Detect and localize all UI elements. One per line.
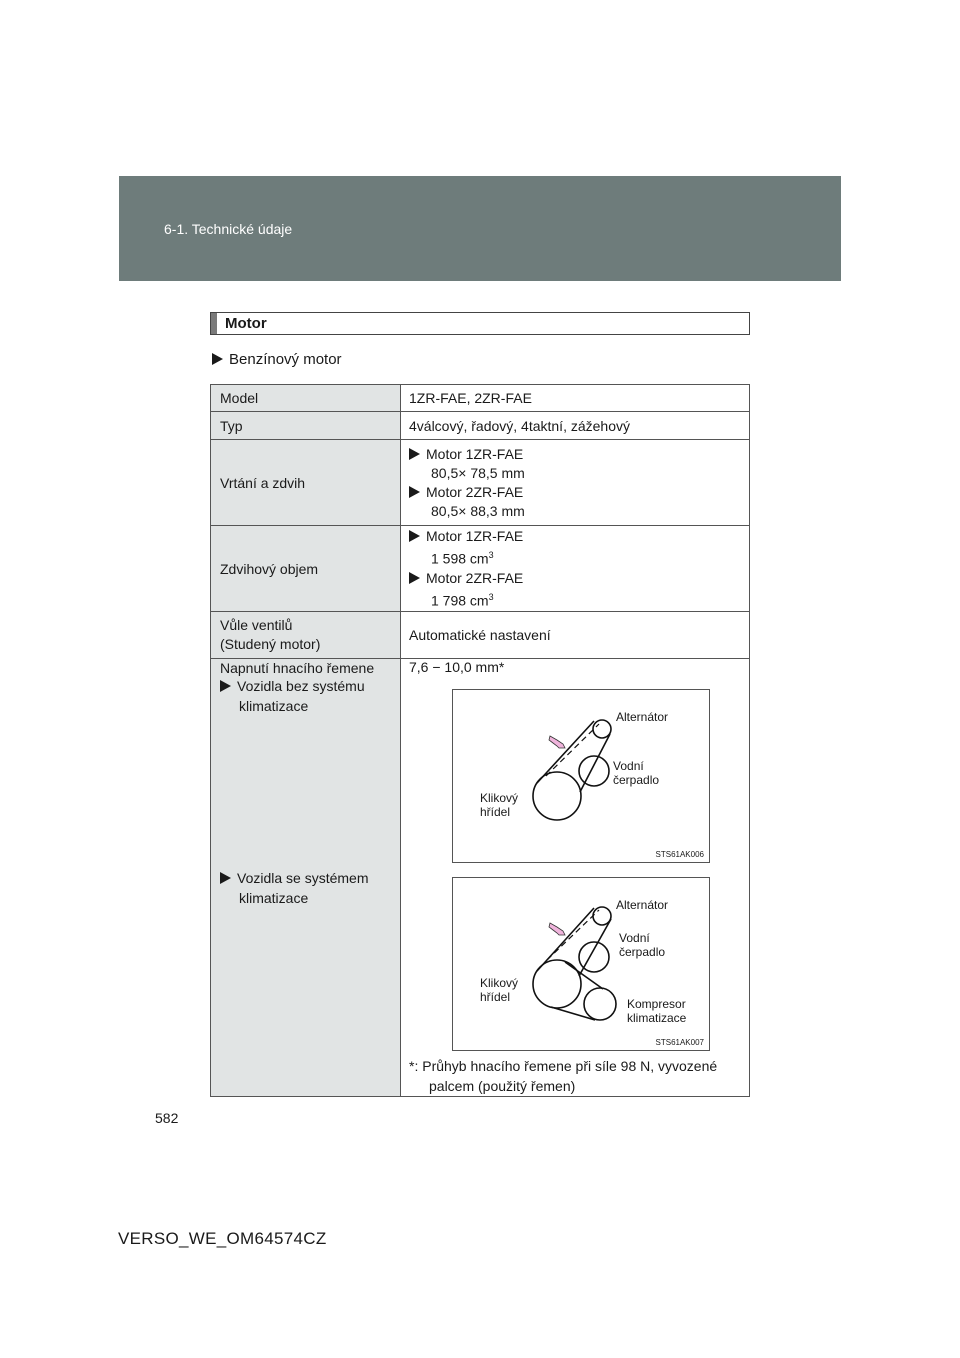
valve-clearance-value: Automatické nastavení — [401, 612, 750, 659]
alternator-pulley — [593, 720, 611, 738]
section-heading — [210, 312, 750, 335]
unit-exponent: 3 — [488, 549, 494, 560]
crankshaft-label-line: Klikový — [480, 791, 519, 805]
triangle-bullet-icon — [212, 353, 223, 365]
belt-tension-value-cell — [401, 659, 750, 1097]
belt-tension-label: Napnutí hnacího řemene — [220, 660, 375, 676]
belt-drawing — [453, 690, 709, 862]
subheading — [212, 351, 342, 368]
belt-diagram-no-ac — [452, 689, 710, 863]
triangle-bullet-icon — [409, 572, 420, 584]
compressor-pulley — [584, 988, 616, 1020]
alternator-label: Alternátor — [616, 710, 669, 724]
table-row — [211, 526, 750, 612]
belt-tension-label-cell — [211, 659, 401, 1097]
table-row — [211, 440, 750, 526]
pink-arrow-icon — [549, 736, 565, 748]
displacement-2zr — [409, 588, 749, 611]
table-row — [211, 659, 750, 1097]
unit-exponent: 3 — [488, 591, 494, 602]
crankshaft-label-line: hřídel — [480, 990, 511, 1004]
alternator-label: Alternátor — [616, 898, 669, 912]
bore-stroke-value — [401, 440, 750, 526]
pump-label — [619, 931, 665, 959]
displacement-number: 1 798 cm — [431, 592, 489, 609]
type-label: Typ — [211, 412, 401, 440]
footnote — [409, 1056, 749, 1096]
pump-label-line: čerpadlo — [613, 773, 660, 787]
crankshaft-label-line: Klikový — [480, 976, 519, 990]
displacement-1zr — [409, 546, 749, 569]
belt-bottom — [551, 1007, 595, 1020]
section-title: Motor — [225, 315, 267, 332]
pump-label-line: Vodní — [613, 759, 644, 773]
pump-label — [613, 759, 659, 787]
belt-tension-value: 7,6 − 10,0 mm* — [409, 659, 505, 675]
deflection-line — [546, 724, 599, 776]
model-value: 1ZR-FAE, 2ZR-FAE — [401, 385, 750, 412]
valve-clearance-label-line: Vůle ventilů — [220, 617, 293, 633]
page-number: 582 — [155, 1110, 179, 1126]
crankshaft-label-line: hřídel — [480, 805, 511, 819]
list-item — [220, 869, 400, 887]
figure-code: STS61AK007 — [655, 1038, 704, 1047]
breadcrumb: 6-1. Technické údaje — [164, 221, 293, 237]
compressor-label-line: Kompresor — [627, 997, 686, 1011]
table-row — [211, 612, 750, 659]
case-label: Vozidla se systémem — [237, 870, 369, 886]
displacement-label: Zdvihový objem — [211, 526, 401, 612]
displacement-number: 1 598 cm — [431, 550, 489, 567]
subheading-text: Benzínový motor — [229, 351, 342, 368]
footnote-line: *: Průhyb hnacího řemene při síle 98 N, vyvozené — [409, 1058, 718, 1074]
engine-name: Motor 1ZR-FAE — [426, 445, 524, 462]
triangle-bullet-icon — [220, 680, 231, 692]
heading-marker — [211, 313, 217, 334]
spec-table — [210, 384, 750, 1097]
footnote-line: palcem (použitý řemen) — [429, 1078, 576, 1094]
model-label: Model — [211, 385, 401, 412]
valve-clearance-label-line: (Studený motor) — [220, 636, 321, 652]
engine-name: Motor 2ZR-FAE — [426, 569, 524, 586]
table-row — [211, 385, 750, 412]
pump-label-line: čerpadlo — [619, 945, 666, 959]
list-item — [409, 569, 749, 588]
case-label: Vozidla bez systému — [237, 678, 365, 694]
list-item — [409, 483, 749, 502]
crankshaft-label — [480, 976, 518, 1004]
figure-code: STS61AK006 — [655, 850, 704, 859]
belt-diagram-with-ac — [452, 877, 710, 1051]
pink-arrow-icon — [549, 923, 565, 935]
crankshaft-label — [480, 791, 518, 819]
valve-clearance-label — [211, 612, 401, 659]
pump-label-line: Vodní — [619, 931, 650, 945]
engine-name: Motor 1ZR-FAE — [426, 527, 524, 544]
case-label-continued: klimatizace — [239, 890, 309, 906]
list-item — [220, 677, 400, 695]
triangle-bullet-icon — [409, 448, 420, 460]
bore-stroke-1zr: 80,5× 78,5 mm — [431, 464, 525, 481]
engine-name: Motor 2ZR-FAE — [426, 483, 524, 500]
bore-stroke-label: Vrtání a zdvih — [211, 440, 401, 526]
triangle-bullet-icon — [409, 486, 420, 498]
deflection-line — [547, 910, 599, 960]
bore-stroke-2zr: 80,5× 88,3 mm — [431, 502, 525, 519]
compressor-label — [627, 997, 686, 1025]
list-item — [409, 445, 749, 464]
displacement-value — [401, 526, 750, 612]
header-bar — [119, 176, 841, 281]
document-code: VERSO_WE_OM64574CZ — [118, 1229, 327, 1248]
compressor-label-line: klimatizace — [627, 1011, 687, 1025]
table-row — [211, 412, 750, 440]
triangle-bullet-icon — [409, 530, 420, 542]
water-pump-pulley — [579, 756, 609, 786]
list-item — [409, 527, 749, 546]
case-label-continued: klimatizace — [239, 698, 309, 714]
triangle-bullet-icon — [220, 872, 231, 884]
type-value: 4válcový, řadový, 4taktní, zážehový — [401, 412, 750, 440]
belt-right — [580, 734, 610, 792]
